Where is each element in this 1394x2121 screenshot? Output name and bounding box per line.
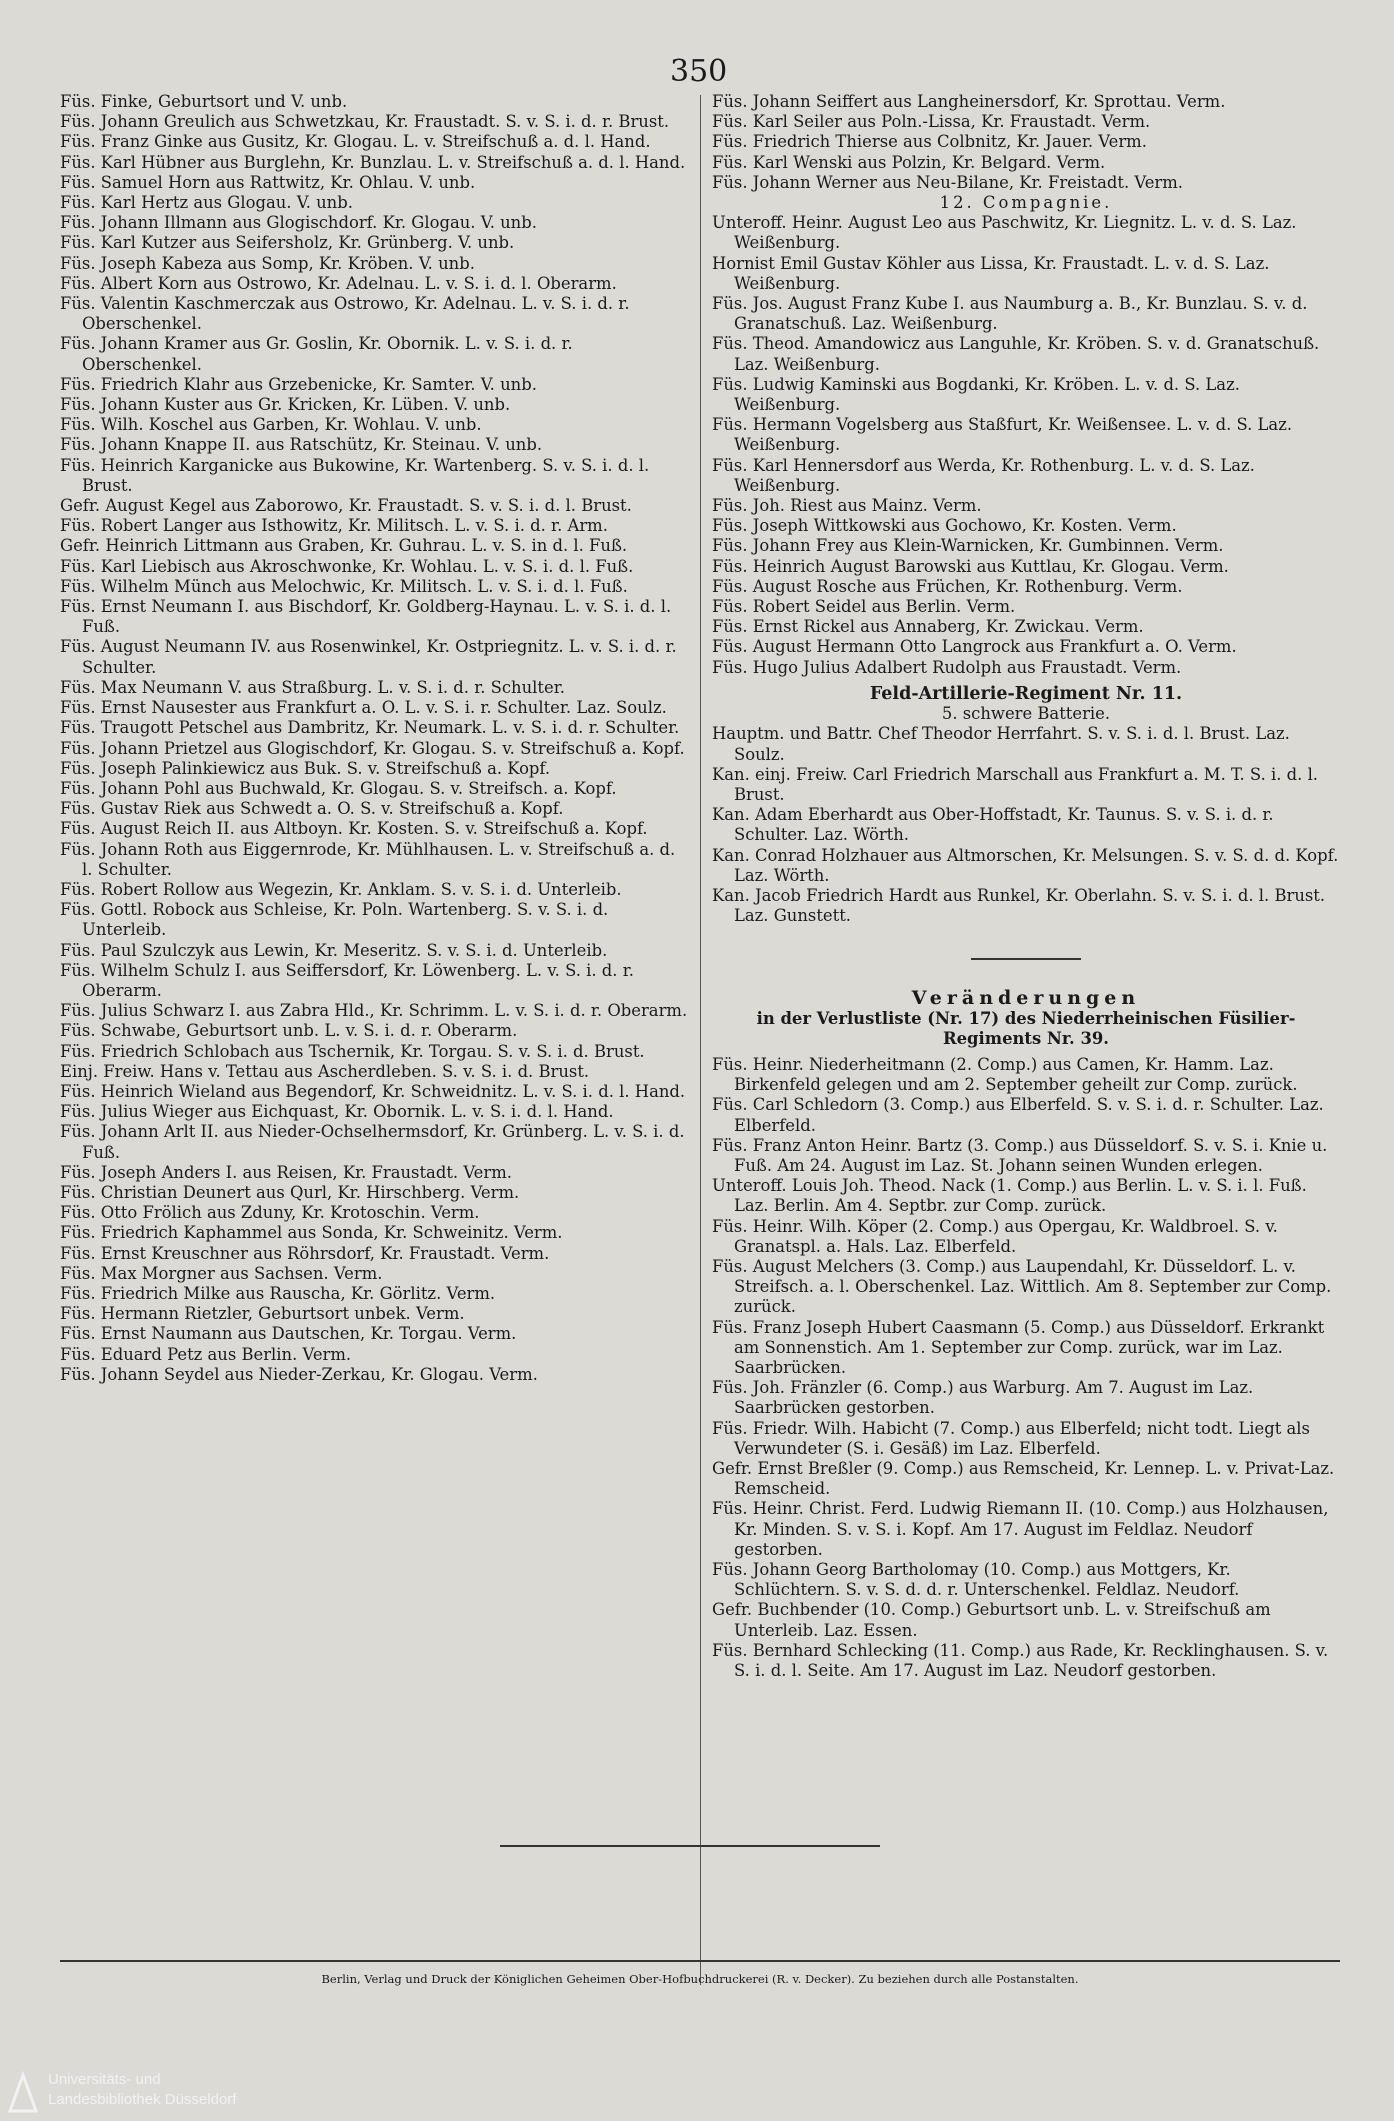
list-entry: Füs. Heinrich August Barowski aus Kuttlau, Kr. Glogau. Verm.: [712, 556, 1229, 576]
list-entry: Füs. Johann Seiffert aus Langheinersdorf, Kr. Sprottau. Verm.: [712, 92, 1226, 111]
list-entry: Füs. Hugo Julius Adalbert Rudolph aus Fraustadt. Verm.: [712, 657, 1182, 677]
list-entry: Füs. Bernhard Schlecking (11. Comp.) aus Rade, Kr. Recklinghausen. S. v. S. i. d. l. Seite. Am 17. August im Laz. Neudorf gestorben.: [712, 1640, 1329, 1681]
list-entry: Füs. August Reich II. aus Altboyn. Kr. Kosten. S. v. Streifschuß a. Kopf.: [60, 819, 648, 839]
list-entry: Füs. Johann Greulich aus Schwetzkau, Kr. Fraustadt. S. v. S. i. d. r. Brust.: [60, 112, 670, 132]
list-entry: Füs. August Hermann Otto Langrock aus Frankfurt a. O. Verm.: [712, 637, 1237, 657]
list-entry: Füs. Heinr. Christ. Ferd. Ludwig Riemann II. (10. Comp.) aus Holzhausen, Kr. Minden. S. v. S. i. Kopf. Am 17. August im Feldlaz. Neudorf gestorben.: [712, 1499, 1329, 1559]
list-entry: Füs. Joseph Palinkiewicz aus Buk. S. v. Streifschuß a. Kopf.: [60, 758, 551, 778]
list-entry: Füs. Julius Schwarz I. aus Zabra Hld., Kr. Schrimm. L. v. S. i. d. r. Oberarm.: [60, 1001, 688, 1021]
list-entry: Kan. einj. Freiw. Carl Friedrich Marschall aus Frankfurt a. M. T. S. i. d. l. Brust.: [712, 764, 1319, 804]
list-entry: Füs. Wilhelm Münch aus Melochwic, Kr. Militsch. L. v. S. i. d. l. Fuß.: [60, 576, 628, 596]
right-top-entries: [712, 92, 1340, 193]
footer-rule: [60, 1960, 1340, 1962]
list-entry: Füs. Karl Wenski aus Polzin, Kr. Belgard. Verm.: [712, 152, 1106, 172]
list-entry: Füs. Schwabe, Geburtsort unb. L. v. S. i. d. r. Oberarm.: [60, 1021, 518, 1041]
list-entry: Füs. Johann Pohl aus Buchwald, Kr. Glogau. S. v. Streifsch. a. Kopf.: [60, 778, 617, 798]
list-entry: Füs. Robert Rollow aus Wegezin, Kr. Anklam. S. v. S. i. d. Unterleib.: [60, 879, 622, 899]
list-entry: Füs. Ernst Nausester aus Frankfurt a. O. L. v. S. i. r. Schulter. Laz. Soulz.: [60, 698, 667, 718]
list-entry: Füs. Franz Joseph Hubert Caasmann (5. Comp.) aus Düsseldorf. Erkrankt am Sonnenstich. Am 1. September zur Comp. zurück, war im Laz. Saarbrücken.: [712, 1317, 1325, 1377]
list-entry: Füs. Karl Seiler aus Poln.-Lissa, Kr. Fraustadt. Verm.: [712, 112, 1151, 132]
list-entry: Füs. Robert Langer aus Isthowitz, Kr. Militsch. L. v. S. i. d. r. Arm.: [60, 516, 608, 536]
list-entry: Füs. Friedrich Schlobach aus Tschernik, Kr. Torgau. S. v. S. i. d. Brust.: [60, 1041, 645, 1061]
library-name-line2: Landesbibliothek Düsseldorf: [48, 2091, 237, 2108]
list-entry: Füs. Traugott Petschel aus Dambritz, Kr. Neumark. L. v. S. i. d. r. Schulter.: [60, 718, 680, 738]
company-heading: 12. Compagnie.: [939, 193, 1113, 213]
list-entry: Füs. Ernst Rickel aus Annaberg, Kr. Zwickau. Verm.: [712, 617, 1144, 637]
changes-subtitle: in der Verlustliste (Nr. 17) des Niederrheinischen Füsilier-Regiments Nr. 39.: [756, 1008, 1296, 1048]
list-entry: Gefr. August Kegel aus Zaborowo, Kr. Fraustadt. S. v. S. i. d. l. Brust.: [60, 496, 632, 516]
list-entry: Füs. Theod. Amandowicz aus Languhle, Kr. Kröben. S. v. d. Granatschuß. Laz. Weißenburg.: [712, 334, 1320, 374]
list-entry: Füs. Heinrich Karganicke aus Bukowine, Kr. Wartenberg. S. v. S. i. d. l. Brust.: [60, 455, 650, 495]
list-entry: Füs. Heinrich Wieland aus Begendorf, Kr. Schweidnitz. L. v. S. i. d. l. Hand.: [60, 1081, 686, 1101]
library-name-line1: Universitäts- und: [48, 2071, 161, 2088]
list-entry: Füs. Johann Illmann aus Glogischdorf. Kr. Glogau. V. unb.: [60, 213, 537, 233]
right-column: [712, 92, 1340, 1681]
list-entry: Füs. Ernst Kreuschner aus Röhrsdorf, Kr. Fraustadt. Verm.: [60, 1243, 550, 1263]
company-entries: [712, 213, 1340, 678]
list-entry: Füs. Eduard Petz aus Berlin. Verm.: [60, 1344, 352, 1364]
list-entry: Füs. Friedrich Milke aus Rauscha, Kr. Görlitz. Verm.: [60, 1283, 496, 1303]
list-entry: Füs. Hermann Rietzler, Geburtsort unbek. Verm.: [60, 1304, 465, 1324]
list-entry: Kan. Adam Eberhardt aus Ober-Hoffstadt, Kr. Taunus. S. v. S. i. d. r. Schulter. Laz. Wörth.: [712, 805, 1274, 845]
left-column: [60, 92, 690, 1385]
library-watermark: [0, 2065, 400, 2121]
list-entry: Füs. Jos. August Franz Kube I. aus Naumburg a. B., Kr. Bunzlau. S. v. d. Granatschuß. Laz. Weißenburg.: [712, 294, 1308, 334]
list-entry: Füs. Ludwig Kaminski aus Bogdanki, Kr. Kröben. L. v. d. S. Laz. Weißenburg.: [712, 374, 1240, 415]
list-entry: Füs. Ernst Naumann aus Dautschen, Kr. Torgau. Verm.: [60, 1324, 517, 1344]
list-entry: Füs. Samuel Horn aus Rattwitz, Kr. Ohlau. V. unb.: [60, 172, 476, 192]
column-divider: [700, 95, 701, 1985]
list-entry: Füs. Friedr. Wilh. Habicht (7. Comp.) aus Elberfeld; nicht todt. Liegt als Verwundeter (S. i. Gesäß) im Laz. Elberfeld.: [712, 1418, 1310, 1458]
list-entry: Hauptm. und Battr. Chef Theodor Herrfahrt. S. v. S. i. d. l. Brust. Laz. Soulz.: [712, 724, 1290, 764]
list-entry: Kan. Conrad Holzhauer aus Altmorschen, Kr. Melsungen. S. v. S. d. d. Kopf. Laz. Wörth.: [712, 845, 1339, 885]
list-entry: Unteroff. Louis Joh. Theod. Nack (1. Comp.) aus Berlin. L. v. S. i. l. Fuß. Laz. Berlin. Am 4. Septbr. zur Comp. zurück.: [712, 1176, 1307, 1216]
list-entry: Füs. Karl Kutzer aus Seifersholz, Kr. Grünberg. V. unb.: [60, 233, 515, 253]
list-entry: Füs. Paul Szulczyk aus Lewin, Kr. Meseritz. S. v. S. i. d. Unterleib.: [60, 940, 608, 960]
list-entry: Füs. Ernst Neumann I. aus Bischdorf, Kr. Goldberg-Haynau. L. v. S. i. d. l. Fuß.: [60, 597, 672, 637]
artillery-heading: Feld-Artillerie-Regiment Nr. 11.: [869, 683, 1183, 704]
list-entry: Füs. Joseph Kabeza aus Somp, Kr. Kröben. V. unb.: [60, 253, 475, 273]
ulb-logo-icon: [6, 2071, 40, 2115]
list-entry: Gefr. Buchbender (10. Comp.) Geburtsort unb. L. v. Streifschuß am Unterleib. Laz. Essen.: [712, 1600, 1271, 1640]
list-entry: Füs. August Neumann IV. aus Rosenwinkel, Kr. Ostpriegnitz. L. v. S. i. d. r. Schulter.: [60, 637, 677, 677]
list-entry: Füs. Johann Seydel aus Nieder-Zerkau, Kr. Glogau. Verm.: [60, 1364, 538, 1384]
list-entry: Füs. Johann Knappe II. aus Ratschütz, Kr. Steinau. V. unb.: [60, 435, 543, 455]
list-entry: Füs. Friedrich Thierse aus Colbnitz, Kr. Jauer. Verm.: [712, 132, 1147, 152]
list-entry: Füs. Wilh. Koschel aus Garben, Kr. Wohlau. V. unb.: [60, 415, 482, 435]
list-entry: Gefr. Heinrich Littmann aus Graben, Kr. Guhrau. L. v. S. in d. l. Fuß.: [60, 536, 628, 556]
list-entry: Füs. Otto Frölich aus Zduny, Kr. Krotoschin. Verm.: [60, 1203, 480, 1223]
list-entry: Füs. Franz Ginke aus Gusitz, Kr. Glogau. L. v. Streifschuß a. d. l. Hand.: [60, 132, 651, 152]
list-entry: Füs. Friedrich Kaphammel aus Sonda, Kr. Schweinitz. Verm.: [60, 1223, 563, 1243]
list-entry: Füs. Joseph Anders I. aus Reisen, Kr. Fraustadt. Verm.: [60, 1162, 512, 1182]
list-entry: Füs. Valentin Kaschmerczak aus Ostrowo, Kr. Adelnau. L. v. S. i. d. r. Oberschenkel.: [60, 294, 630, 334]
list-entry: Füs. Johann Kramer aus Gr. Goslin, Kr. Obornik. L. v. S. i. d. r. Oberschenkel.: [60, 334, 573, 374]
list-entry: Füs. Max Neumann V. aus Straßburg. L. v. S. i. d. r. Schulter.: [60, 677, 565, 697]
list-entry: Füs. Heinr. Niederheitmann (2. Comp.) aus Camen, Kr. Hamm. Laz. Birkenfeld gelegen und am 2. September geheilt zur Comp. zurück.: [712, 1054, 1298, 1095]
imprint: Berlin, Verlag und Druck der Königlichen Geheimen Ober-Hofbuchdruckerei (R. v. Decker). Zu beziehen durch alle Postanstalten.: [321, 1972, 1079, 1986]
list-entry: Füs. Johann Kuster aus Gr. Kricken, Kr. Lüben. V. unb.: [60, 395, 511, 415]
list-entry: Füs. Johann Georg Bartholomay (10. Comp.) aus Mottgers, Kr. Schlüchtern. S. v. S. d. d. r. Unterschenkel. Feldlaz. Neudorf.: [712, 1560, 1240, 1600]
section-rule: [971, 958, 1081, 960]
list-entry: Füs. Joseph Wittkowski aus Gochowo, Kr. Kosten. Verm.: [712, 516, 1177, 536]
list-entry: Füs. Albert Korn aus Ostrowo, Kr. Adelnau. L. v. S. i. d. l. Oberarm.: [60, 273, 617, 293]
list-entry: Füs. August Rosche aus Früchen, Kr. Rothenburg. Verm.: [712, 576, 1183, 596]
list-entry: Füs. Johann Prietzel aus Glogischdorf, Kr. Glogau. S. v. Streifschuß a. Kopf.: [60, 738, 685, 758]
list-entry: Füs. Julius Wieger aus Eichquast, Kr. Obornik. L. v. S. i. d. l. Hand.: [60, 1102, 614, 1122]
list-entry: Füs. Joh. Fränzler (6. Comp.) aus Warburg. Am 7. August im Laz. Saarbrücken gestorben.: [712, 1378, 1254, 1418]
list-entry: Unteroff. Heinr. August Leo aus Paschwitz, Kr. Liegnitz. L. v. d. S. Laz. Weißenburg.: [712, 213, 1297, 253]
list-entry: Füs. Wilhelm Schulz I. aus Seiffersdorf, Kr. Löwenberg. L. v. S. i. d. r. Oberarm.: [60, 960, 634, 1000]
list-entry: Füs. Christian Deunert aus Qurl, Kr. Hirschberg. Verm.: [60, 1182, 520, 1202]
changes-title: Veränderungen: [911, 987, 1141, 1010]
list-entry: Füs. Friedrich Klahr aus Grzebenicke, Kr. Samter. V. unb.: [60, 374, 537, 394]
list-entry: Füs. Heinr. Wilh. Köper (2. Comp.) aus Opergau, Kr. Waldbroel. S. v. Granatspl. a. Hals. Laz. Elberfeld.: [712, 1216, 1278, 1256]
changes-entries: [712, 1055, 1340, 1681]
list-entry: Füs. Gottl. Robock aus Schleise, Kr. Poln. Wartenberg. S. v. S. i. d. Unterleib.: [60, 900, 609, 940]
list-entry: Füs. Johann Werner aus Neu-Bilane, Kr. Freistadt. Verm.: [712, 172, 1183, 192]
list-entry: Füs. Gustav Riek aus Schwedt a. O. S. v. Streifschuß a. Kopf.: [60, 799, 564, 819]
list-entry: Füs. August Melchers (3. Comp.) aus Laupendahl, Kr. Düsseldorf. L. v. Streifsch. a. l. Oberschenkel. Laz. Wittlich. Am 8. September zur Comp. zurück.: [712, 1256, 1332, 1317]
list-entry: Gefr. Ernst Breßler (9. Comp.) aus Remscheid, Kr. Lennep. L. v. Privat-Laz. Remscheid.: [712, 1459, 1335, 1499]
list-entry: Füs. Franz Anton Heinr. Bartz (3. Comp.) aus Düsseldorf. S. v. S. i. Knie u. Fuß. Am 24. August im Laz. St. Johann seinen Wunden erlegen.: [712, 1135, 1328, 1175]
end-rule: [500, 1845, 880, 1847]
list-entry: Füs. Karl Liebisch aus Akroschwonke, Kr. Wohlau. L. v. S. i. d. l. Fuß.: [60, 556, 634, 576]
list-entry: Füs. Finke, Geburtsort und V. unb.: [60, 92, 348, 111]
list-entry: Füs. Max Morgner aus Sachsen. Verm.: [60, 1263, 383, 1283]
list-entry: Füs. Robert Seidel aus Berlin. Verm.: [712, 597, 1016, 617]
list-entry: Füs. Johann Frey aus Klein-Warnicken, Kr. Gumbinnen. Verm.: [712, 536, 1224, 556]
list-entry: Füs. Joh. Riest aus Mainz. Verm.: [712, 496, 982, 516]
list-entry: Füs. Karl Hertz aus Glogau. V. unb.: [60, 193, 353, 213]
list-entry: Einj. Freiw. Hans v. Tettau aus Ascherdleben. S. v. S. i. d. Brust.: [60, 1061, 590, 1081]
battery-heading: 5. schwere Batterie.: [941, 704, 1111, 724]
list-entry: Füs. Johann Roth aus Eiggernrode, Kr. Mühlhausen. L. v. Streifschuß a. d. l. Schulter.: [60, 839, 676, 879]
list-entry: Füs. Karl Hübner aus Burglehn, Kr. Bunzlau. L. v. Streifschuß a. d. l. Hand.: [60, 152, 686, 172]
list-entry: Füs. Carl Schledorn (3. Comp.) aus Elberfeld. S. v. S. i. d. r. Schulter. Laz. Elberfeld.: [712, 1095, 1324, 1135]
list-entry: Kan. Jacob Friedrich Hardt aus Runkel, Kr. Oberlahn. S. v. S. i. d. l. Brust. Laz. Gunstett.: [712, 885, 1326, 926]
list-entry: Hornist Emil Gustav Köhler aus Lissa, Kr. Fraustadt. L. v. d. S. Laz. Weißenburg.: [712, 253, 1270, 293]
list-entry: Füs. Karl Hennersdorf aus Werda, Kr. Rothenburg. L. v. d. S. Laz. Weißenburg.: [712, 455, 1255, 495]
page-number: 350: [670, 54, 728, 89]
battery-entries: [712, 724, 1340, 926]
list-entry: Füs. Johann Arlt II. aus Nieder-Ochselhermsdorf, Kr. Grünberg. L. v. S. i. d. Fuß.: [60, 1122, 685, 1162]
list-entry: Füs. Hermann Vogelsberg aus Staßfurt, Kr. Weißensee. L. v. d. S. Laz. Weißenburg.: [712, 415, 1293, 455]
